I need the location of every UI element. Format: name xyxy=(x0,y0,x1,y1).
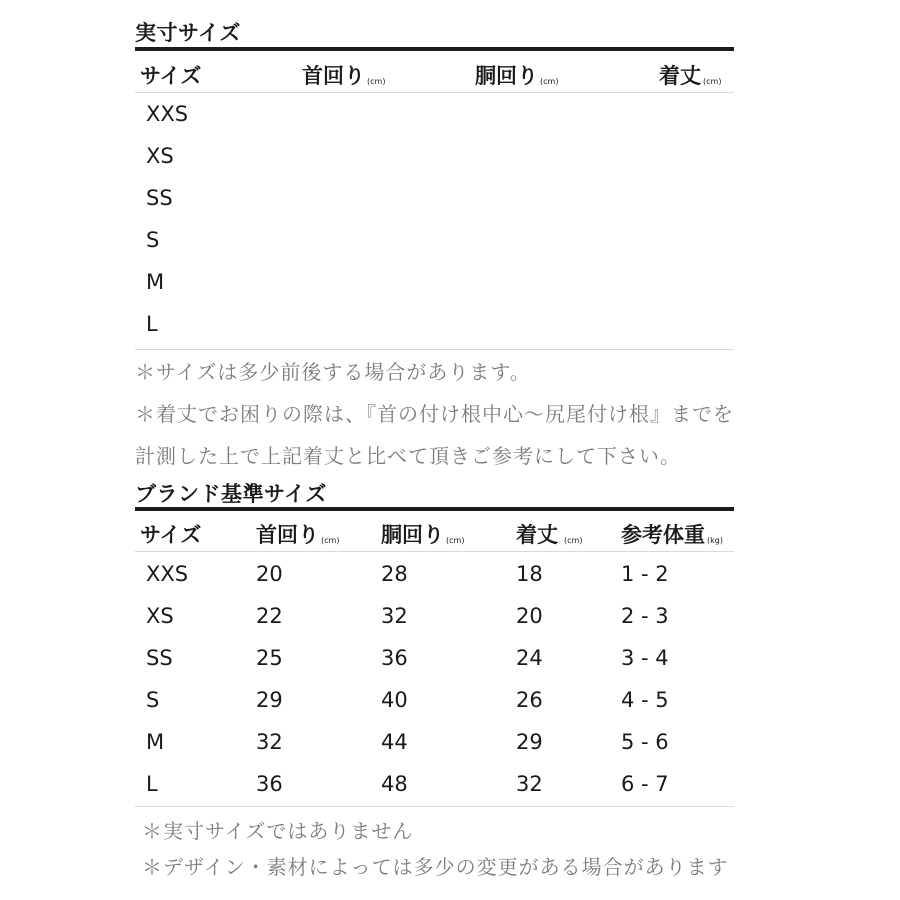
actual-header-neck xyxy=(302,60,385,90)
actual-header-length xyxy=(659,60,721,90)
brand-size-note-2: ＊デザイン・素材によっては多少の変更がある場合があります xyxy=(142,855,729,879)
brand-cell-neck: 25 xyxy=(256,646,283,670)
brand-cell-chest: 44 xyxy=(381,730,408,754)
brand-cell-length: 24 xyxy=(516,646,543,670)
actual-size-note-2: ＊着丈でお困りの際は、『首の付け根中心〜尻尾付け根』までを xyxy=(135,402,734,426)
brand-cell-size: XXS xyxy=(146,562,189,586)
actual-size-note-1: ＊サイズは多少前後する場合があります。 xyxy=(135,360,531,384)
brand-size-top-rule xyxy=(135,507,734,511)
brand-cell-weight: 3 - 4 xyxy=(621,646,669,670)
brand-cell-length: 29 xyxy=(516,730,543,754)
brand-header-neck-unit: (cm) xyxy=(321,536,340,545)
actual-size-row-s: S xyxy=(146,228,160,252)
brand-cell-weight: 2 - 3 xyxy=(621,604,669,628)
brand-cell-size: S xyxy=(146,688,160,712)
brand-cell-neck: 32 xyxy=(256,730,283,754)
brand-header-chest xyxy=(381,519,464,549)
actual-header-length-unit: (cm) xyxy=(703,77,722,86)
brand-cell-length: 18 xyxy=(516,562,543,586)
brand-header-chest-unit: (cm) xyxy=(446,536,465,545)
brand-header-length-unit: (cm) xyxy=(564,536,583,545)
brand-cell-chest: 28 xyxy=(381,562,408,586)
actual-header-chest-label: 胴回り xyxy=(475,64,538,88)
brand-cell-weight: 1 - 2 xyxy=(621,562,669,586)
actual-size-row-xxs: XXS xyxy=(146,102,189,126)
brand-cell-chest: 40 xyxy=(381,688,408,712)
actual-size-header-rule xyxy=(135,92,734,93)
actual-size-top-rule xyxy=(135,47,734,51)
brand-cell-size: XS xyxy=(146,604,174,628)
actual-size-bottom-rule xyxy=(135,349,734,350)
brand-header-weight-unit: (kg) xyxy=(707,536,723,545)
brand-cell-length: 26 xyxy=(516,688,543,712)
brand-size-bottom-rule xyxy=(135,806,734,807)
brand-header-neck-label: 首回り xyxy=(256,523,319,547)
brand-cell-neck: 22 xyxy=(256,604,283,628)
brand-header-length xyxy=(516,519,582,549)
actual-size-row-l: L xyxy=(146,312,158,336)
actual-header-chest xyxy=(475,60,558,90)
brand-header-neck xyxy=(256,519,339,549)
brand-cell-size: M xyxy=(146,730,165,754)
brand-header-weight-label: 参考体重 xyxy=(621,523,705,547)
actual-header-size: サイズ xyxy=(140,64,202,88)
brand-size-header-rule xyxy=(135,551,734,552)
actual-header-length-label: 着丈 xyxy=(659,64,701,88)
brand-cell-length: 20 xyxy=(516,604,543,628)
brand-cell-weight: 6 - 7 xyxy=(621,772,669,796)
actual-size-note-3: 計測した上で上記着丈と比べて頂きご参考にして下さい。 xyxy=(135,444,681,468)
brand-header-size: サイズ xyxy=(140,523,202,547)
brand-cell-size: SS xyxy=(146,646,173,670)
actual-size-row-m: M xyxy=(146,270,165,294)
actual-size-row-ss: SS xyxy=(146,186,173,210)
brand-size-note-1: ＊実寸サイズではありません xyxy=(142,819,414,843)
brand-cell-neck: 20 xyxy=(256,562,283,586)
brand-cell-weight: 4 - 5 xyxy=(621,688,669,712)
brand-cell-neck: 36 xyxy=(256,772,283,796)
actual-header-neck-label: 首回り xyxy=(302,64,365,88)
actual-size-row-xs: XS xyxy=(146,144,174,168)
brand-size-title: ブランド基準サイズ xyxy=(135,482,327,506)
brand-cell-length: 32 xyxy=(516,772,543,796)
brand-cell-chest: 48 xyxy=(381,772,408,796)
brand-cell-size: L xyxy=(146,772,158,796)
brand-cell-chest: 32 xyxy=(381,604,408,628)
brand-header-weight xyxy=(621,519,723,549)
actual-size-title: 実寸サイズ xyxy=(135,21,241,45)
actual-header-neck-unit: (cm) xyxy=(367,77,386,86)
brand-cell-neck: 29 xyxy=(256,688,283,712)
brand-cell-weight: 5 - 6 xyxy=(621,730,669,754)
brand-cell-chest: 36 xyxy=(381,646,408,670)
brand-header-chest-label: 胴回り xyxy=(381,523,444,547)
actual-header-chest-unit: (cm) xyxy=(540,77,559,86)
brand-header-length-label: 着丈 xyxy=(516,523,558,547)
